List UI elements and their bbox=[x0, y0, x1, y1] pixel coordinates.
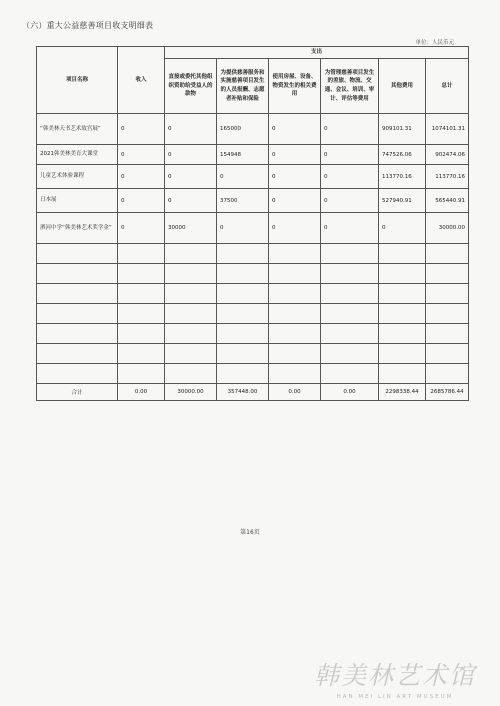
header-direct-aid: 直接或委托其他组织资助给受益人的款物 bbox=[165, 59, 217, 114]
facility-costs-cell: 0 bbox=[269, 189, 321, 213]
facility-costs-cell: 0 bbox=[269, 114, 321, 145]
income-cell: 0 bbox=[118, 145, 165, 165]
staff-pay-cell: 37500 bbox=[217, 189, 269, 213]
project-name-cell: 儿童艺术体验课程 bbox=[37, 165, 118, 189]
table-row bbox=[37, 165, 469, 189]
watermark-english-text: HAN MEI LIN ART MUSEUM bbox=[336, 694, 454, 700]
direct-aid-cell: 0 bbox=[165, 145, 217, 165]
totals-label: 合计 bbox=[37, 384, 118, 401]
header-total: 总计 bbox=[426, 59, 469, 114]
project-name-cell: 泗河中学“韩美林艺术奖学金” bbox=[37, 213, 118, 244]
page-title: （六）重大公益慈善项目收支明细表 bbox=[22, 21, 154, 30]
header-project-name: 项目名称 bbox=[37, 47, 118, 114]
museum-watermark-logo bbox=[314, 656, 476, 700]
income-cell: 0 bbox=[118, 189, 165, 213]
direct-aid-cell: 0 bbox=[165, 165, 217, 189]
income-cell: 0 bbox=[118, 165, 165, 189]
direct-aid-cell: 30000 bbox=[165, 213, 217, 244]
empty-row bbox=[37, 284, 469, 304]
page-number: 第16页 bbox=[240, 529, 260, 536]
project-name-cell: 日本展 bbox=[37, 189, 118, 213]
empty-row bbox=[37, 304, 469, 324]
totals-row bbox=[37, 384, 469, 401]
other-costs-cell: 747526.06 bbox=[379, 145, 426, 165]
table-row bbox=[37, 114, 469, 145]
table-row bbox=[37, 189, 469, 213]
header-expense-group: 支出 bbox=[165, 47, 469, 59]
staff-pay-cell: 0 bbox=[217, 213, 269, 244]
facility-costs-cell: 0 bbox=[269, 165, 321, 189]
totals-total: 2685786.44 bbox=[426, 384, 469, 401]
unit-label: 单位：人民币元 bbox=[415, 40, 454, 46]
income-cell: 0 bbox=[118, 114, 165, 145]
direct-aid-cell: 0 bbox=[165, 189, 217, 213]
other-costs-cell: 527940.91 bbox=[379, 189, 426, 213]
header-staff-pay: 为提供慈善服务和实施慈善项目发生的人员报酬、志愿者补贴和保险 bbox=[217, 59, 269, 114]
total-cell: 30000.00 bbox=[426, 213, 469, 244]
project-name-cell: “韩美林天书艺术故宫展” bbox=[37, 114, 118, 145]
empty-row bbox=[37, 264, 469, 284]
total-cell: 1074101.31 bbox=[426, 114, 469, 145]
empty-row bbox=[37, 324, 469, 344]
income-cell: 0 bbox=[118, 213, 165, 244]
expense-table bbox=[36, 46, 469, 401]
header-facility-costs: 使用房屋、设备、物资发生的相关费用 bbox=[269, 59, 321, 114]
totals-management-costs: 0.00 bbox=[321, 384, 379, 401]
other-costs-cell: 113770.16 bbox=[379, 165, 426, 189]
other-costs-cell: 909101.31 bbox=[379, 114, 426, 145]
management-costs-cell: 0 bbox=[321, 165, 379, 189]
other-costs-cell: 0 bbox=[379, 213, 426, 244]
facility-costs-cell: 0 bbox=[269, 145, 321, 165]
table-row bbox=[37, 145, 469, 165]
staff-pay-cell: 154948 bbox=[217, 145, 269, 165]
header-other-costs: 其他费用 bbox=[379, 59, 426, 114]
total-cell: 565440.91 bbox=[426, 189, 469, 213]
staff-pay-cell: 165000 bbox=[217, 114, 269, 145]
totals-facility-costs: 0.00 bbox=[269, 384, 321, 401]
empty-row bbox=[37, 244, 469, 264]
management-costs-cell: 0 bbox=[321, 189, 379, 213]
totals-direct-aid: 30000.00 bbox=[165, 384, 217, 401]
header-management-costs: 为管理慈善项目发生的差旅、物流、交通、会议、培训、审计、评估等费用 bbox=[321, 59, 379, 114]
totals-staff-pay: 357448.00 bbox=[217, 384, 269, 401]
management-costs-cell: 0 bbox=[321, 114, 379, 145]
total-cell: 113770.16 bbox=[426, 165, 469, 189]
direct-aid-cell: 0 bbox=[165, 114, 217, 145]
empty-row bbox=[37, 364, 469, 384]
table-row bbox=[37, 213, 469, 244]
totals-other-costs: 2298338.44 bbox=[379, 384, 426, 401]
staff-pay-cell: 0 bbox=[217, 165, 269, 189]
project-name-cell: 2021韩美林美育大课堂 bbox=[37, 145, 118, 165]
empty-row bbox=[37, 344, 469, 364]
header-income: 收入 bbox=[118, 47, 165, 114]
facility-costs-cell: 0 bbox=[269, 213, 321, 244]
total-cell: 902474.06 bbox=[426, 145, 469, 165]
management-costs-cell: 0 bbox=[321, 145, 379, 165]
watermark-chinese-text: 韩美林艺术馆 bbox=[313, 661, 476, 690]
management-costs-cell: 0 bbox=[321, 213, 379, 244]
totals-income: 0.00 bbox=[118, 384, 165, 401]
